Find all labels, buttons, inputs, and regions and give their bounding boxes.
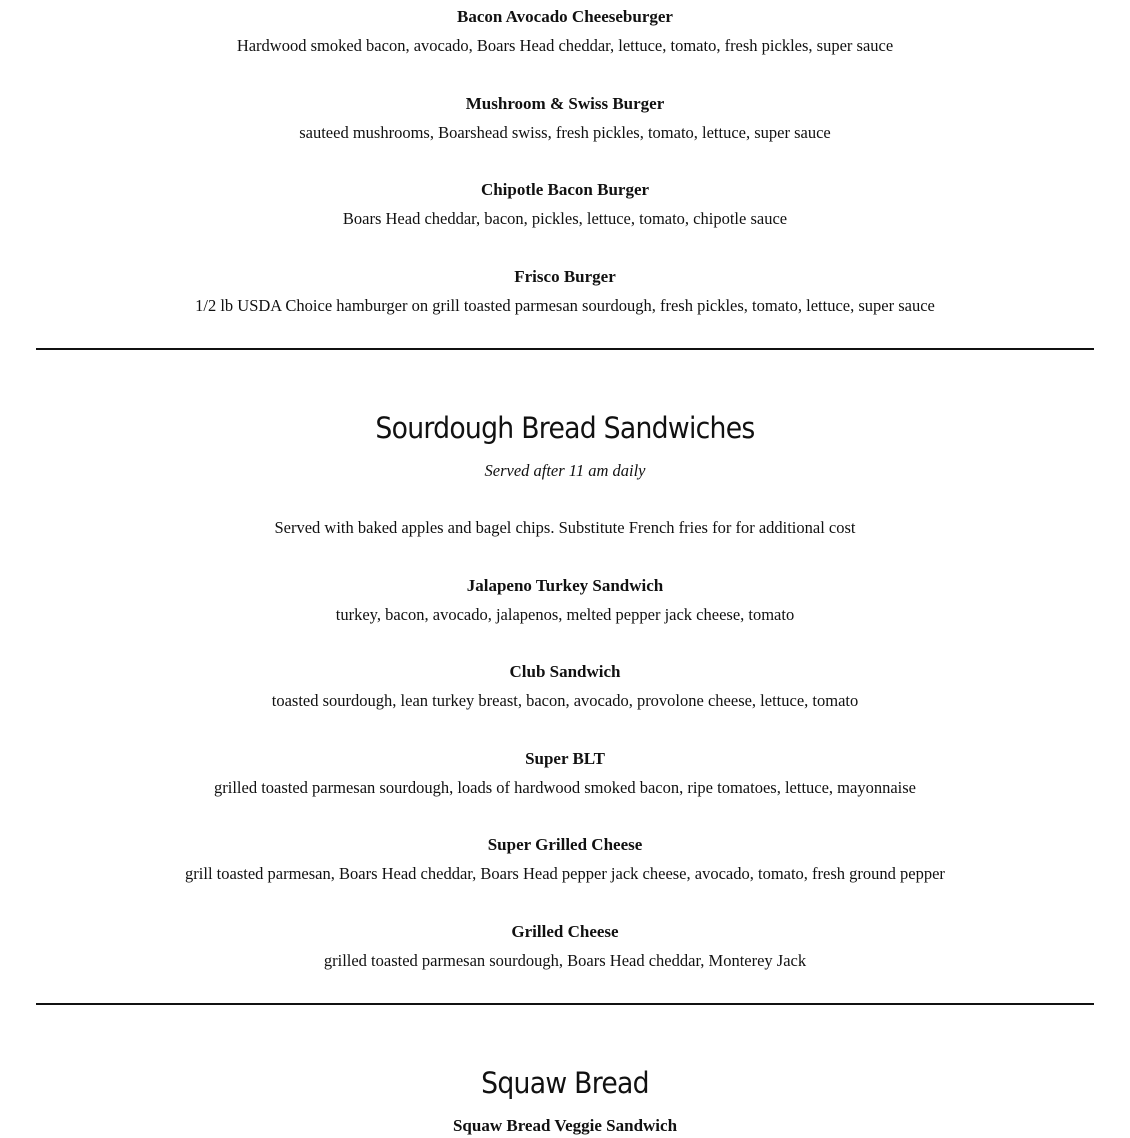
menu-item-name: Grilled Cheese xyxy=(511,922,619,941)
menu-item-description: Boars Head cheddar, bacon, pickles, lettuce, tomato, chipotle sauce xyxy=(342,209,788,228)
menu-item-name: Squaw Bread Veggie Sandwich xyxy=(452,1116,678,1135)
menu-item-name: Super Grilled Cheese xyxy=(487,835,643,854)
section-title: Sourdough Bread Sandwiches xyxy=(375,411,755,445)
menu-item-description: 1/2 lb USDA Choice hamburger on grill toasted parmesan sourdough, fresh pickles, tomato, lettuce, super sauce xyxy=(195,296,935,315)
section-title: Squaw Bread xyxy=(481,1066,649,1100)
menu-item-name: Mushroom & Swiss Burger xyxy=(465,94,665,113)
section-divider xyxy=(36,1003,1094,1005)
menu-item-description: grilled toasted parmesan sourdough, Boars Head cheddar, Monterey Jack xyxy=(323,951,807,970)
menu-item-name: Frisco Burger xyxy=(514,267,616,286)
menu-item-name: Chipotle Bacon Burger xyxy=(480,180,650,199)
menu-item-name: Jalapeno Turkey Sandwich xyxy=(466,576,664,595)
section-note: Served with baked apples and bagel chips. Substitute French fries for for additional cost xyxy=(274,518,856,537)
menu-item-description: Hardwood smoked bacon, avocado, Boars Head cheddar, lettuce, tomato, fresh pickles, super sauce xyxy=(236,36,894,55)
menu-item-description: sauteed mushrooms, Boarshead swiss, fresh pickles, tomato, lettuce, super sauce xyxy=(299,123,831,142)
menu-item-name: Bacon Avocado Cheeseburger xyxy=(457,7,673,26)
section-divider xyxy=(36,348,1094,350)
menu-item-description: grilled toasted parmesan sourdough, loads of hardwood smoked bacon, ripe tomatoes, lettuce, mayonnaise xyxy=(214,778,916,797)
menu-item-name: Super BLT xyxy=(525,749,605,768)
section-subtitle: Served after 11 am daily xyxy=(484,461,646,480)
menu-item-description: turkey, bacon, avocado, jalapenos, melted pepper jack cheese, tomato xyxy=(335,605,795,624)
menu-item-name: Club Sandwich xyxy=(509,662,621,681)
menu-item-description: toasted sourdough, lean turkey breast, bacon, avocado, provolone cheese, lettuce, tomato xyxy=(271,691,859,710)
menu-item-description: grill toasted parmesan, Boars Head cheddar, Boars Head pepper jack cheese, avocado, tomato, fresh ground pepper xyxy=(185,864,945,883)
